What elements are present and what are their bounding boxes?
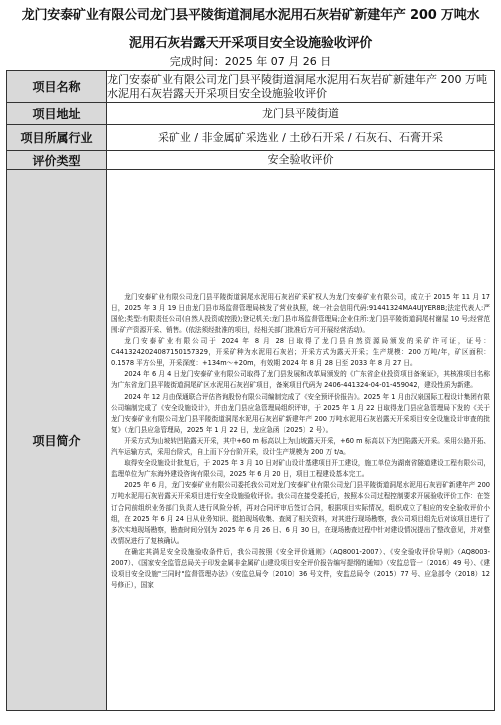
intro-paragraph: 2025 年 6 月，龙门安泰矿业有限公司委托我公司对龙门安泰矿业有限公司龙门县平陵街道洞尾水泥用石灰岩矿新建年产 200 万吨水泥用石灰岩露天开采项目进行安全设施验收评价。我公司在接受委托后，按照本公司过程控制要求开展验收评价工作：在签订合同前组织业务部门负责人进行风险分析，再对合同评审后签订合同，根据项目实际情况，组织成立了相应的安全验收评价小组，在 2025 年 6 月 24 日从业务知识、挺拍现场收集、查阅了相关资料，对其进行现场勘察，我公司项目组先后对该项目进行了多次实地现场勘察，勘查时间分别为 2025 年 6 月 26 日、6 月 30 日，在现场勘查过程中针对建设情况提出了整改意见，并对整改情况进行了复核确认。 <box>111 481 490 545</box>
intro-paragraph: 开采方式为山坡转凹陷露天开采，其中+60 m 标高以上为山坡露天开采，+60 m 标高以下为凹陷露天开采。采用公路开拓、汽车运输方式，采用台阶式，自上而下分台阶开采，设计生产规模为 200 万 t/a。 <box>111 436 490 457</box>
row-project-intro <box>7 170 495 711</box>
intro-paragraph: 2024 年 6 月 4 日龙门安泰矿业有限公司取得了龙门县发展和改革局颁发的《广东省企业投资项目备案证》，其核准项目名称为广东省龙门县平陵街道洞尾矿区水泥用石灰岩矿项目，备案项目代码为 2406-441324-04-01-459042，建设性质为新建。 <box>111 370 490 390</box>
project-name-label: 项目名称 <box>7 71 107 103</box>
project-industry-value: 采矿业 / 非金属矿采选业 / 土砂石开采 / 石灰石、石膏开采 <box>107 125 495 151</box>
row-project-name <box>7 71 495 103</box>
publish-date: 完成时间：2025 年 07 月 26 日 <box>169 55 332 68</box>
project-industry-label: 项目所属行业 <box>7 125 107 151</box>
project-intro-text <box>107 289 494 592</box>
project-address-value: 龙门县平陵街道 <box>107 103 495 125</box>
project-intro-label: 项目简介 <box>7 170 107 711</box>
row-evaluation-type <box>7 151 495 170</box>
document-title-line1: 龙门安泰矿业有限公司龙门县平陵街道洞尾水泥用石灰岩矿新建年产 200 万吨水 <box>21 8 480 23</box>
row-project-industry <box>7 125 495 151</box>
project-address-label: 项目地址 <box>7 103 107 125</box>
project-info-table <box>6 70 495 711</box>
project-name-value: 龙门安泰矿业有限公司龙门县平陵街道洞尾水泥用石灰岩矿新建年产 200 万吨水泥用石灰岩露天开采项目安全设施验收评价 <box>107 71 495 103</box>
intro-paragraph: 龙门安泰矿业有限公司龙门县平陵街道洞尾水泥用石灰岩矿采矿权人为龙门安泰矿业有限公司，成立于 2015 年 11 月 17 日，2025 年 3 月 19 日由龙门县市场监督管理局核发了营业执照，统一社会信用代码:91441324MA4UJYER8B;法定代表人:严国伦;类型:有限责任公司(自然人投资或控股);登记机关:龙门县市场监督管理局;企业住所:龙门县平陵街道洞尾村谢屋 10 号;经营范围:矿产资源开采、销售。(依法须经批准的项目，经相关部门批准后方可开展经营活动)。 <box>111 292 490 335</box>
document-title <box>0 2 501 58</box>
intro-paragraph: 龙门安泰矿业有限公司于 2024 年 8 月 28 日取得了龙门县自然资源局颁发的采矿许可证，证号：C4413242024087150157329，开采矿种为水泥用石灰岩；开采方式为露天开采；生产规模：200 万吨/年，矿区面积：0.1578 平方公里，开采深度：+134m～+20m，有效期 2024 年 8 月 28 日至 2033 年 8 月 27 日。 <box>111 337 490 368</box>
document-title-line2: 泥用石灰岩露天开采项目安全设施验收评价 <box>128 36 373 51</box>
intro-paragraph: 2024 年 12 月由保通联合评估咨询股份有限公司编制完成了《安全预评价报告》。2025 年 1 月由汉泉国际工程设计集团有限公司编制完成了《安全设施设计》，并由龙门县应急管理局组织评审，于 2025 年 1 月 22 日取得龙门县应急管理局下发的《关于龙门安泰矿业有限公司龙门县平陵街道洞尾水泥用石灰岩矿新建年产 200 万吨水泥用石灰岩露天开采项目安全设施设计审查的批复》（龙门县应急管理局，2025 年 1 月 22 日，龙应急函〔2025〕2 号）。 <box>111 392 490 434</box>
intro-paragraph: 在确定其满足安全设施验收条件后，我公司按照《安全评价通则》（AQ8001-2007）、《安全验收评价导则》（AQ8003-2007）、《国家安全监管总局关于印发金属非金属矿山建设项目安全评价报告编写提纲的通知》（安监总管一〔2016〕49 号）、《建设项目安全设施"三同时"监督管理办法》（安监总局令〔2010〕36 号文件，安监总局令（2015）77 号、应急部令（2018）12 号修正），国家 <box>111 547 490 590</box>
row-project-address <box>7 103 495 125</box>
evaluation-type-label: 评价类型 <box>7 151 107 170</box>
evaluation-type-value: 安全验收评价 <box>107 151 495 170</box>
project-intro-cell <box>107 170 495 711</box>
intro-paragraph: 取得安全设施设计批复后，于 2025 年 3 月 10 日对矿山设计基建项目开工建设，施工单位为湖南省隧道建设工程有限公司，监理单位为广东海外建设咨询有限公司，2025 年 6 月 20 日，项目工程建设基本完工。 <box>111 459 490 479</box>
